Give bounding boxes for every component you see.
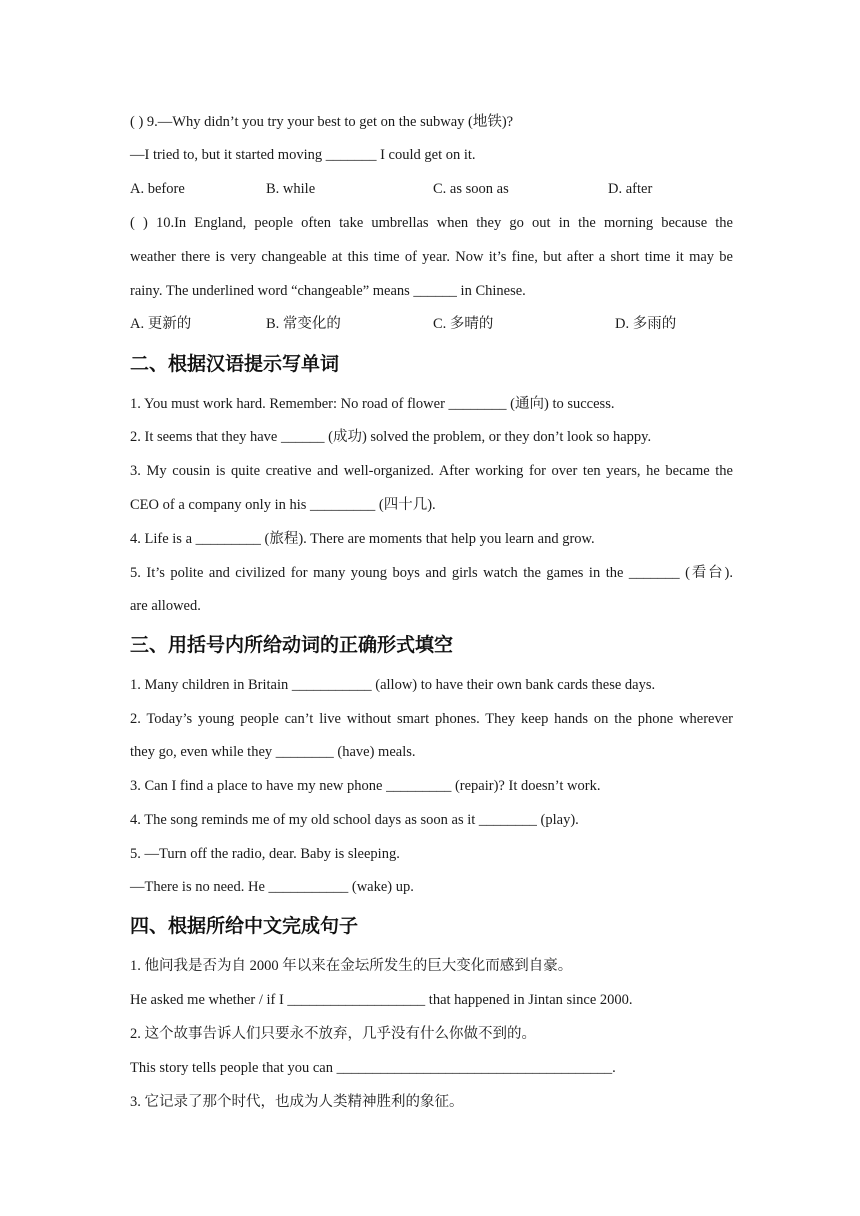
q9-option-a: A. before [130,181,185,197]
question-9-answer-line: —I tried to, but it started moving _______ I could get on it. [130,147,476,163]
s2-item-4: 4. Life is a _________ (旅程). There are moments that help you learn and grow. [130,531,595,547]
q10-option-d: D. 多雨的 [615,316,677,332]
s4-item-3-chinese: 3. 它记录了那个时代，也成为人类精神胜利的象征。 [130,1094,464,1110]
section-3-heading: 三、用括号内所给动词的正确形式填空 [130,634,454,656]
s3-item-2-line-2: they go, even while they ________ (have) meals. [130,744,416,760]
s3-item-1: 1. Many children in Britain ___________ (allow) to have their own bank cards these days. [130,677,656,693]
s2-item-5-line-1: 5. It’s polite and civilized for many young boys and girls watch the games in the _______ (看台). [130,565,733,581]
s3-item-5-line-1: 5. —Turn off the radio, dear. Baby is sleeping. [130,846,400,862]
s4-item-2-english: This story tells people that you can ______________________________________. [130,1060,616,1076]
s3-item-3: 3. Can I find a place to have my new phone _________ (repair)? It doesn’t work. [130,778,601,794]
question-9-text: ( ) 9.—Why didn’t you try your best to get on the subway (地铁)? [130,114,514,130]
s3-item-5-line-2: —There is no need. He ___________ (wake) up. [130,879,414,895]
s4-item-1-english: He asked me whether / if I ___________________ that happened in Jintan since 2000. [130,992,633,1008]
s2-item-5-line-2: are allowed. [130,598,201,614]
s2-item-3-line-2: CEO of a company only in his _________ (四十几). [130,497,436,513]
s2-item-1: 1. You must work hard. Remember: No road of flower ________ (通向) to success. [130,396,615,412]
s3-item-4: 4. The song reminds me of my old school days as soon as it ________ (play). [130,812,579,828]
s2-item-2: 2. It seems that they have ______ (成功) solved the problem, or they don’t look so happy. [130,429,652,445]
question-10-line-3: rainy. The underlined word “changeable” means ______ in Chinese. [130,283,526,299]
q10-option-a: A. 更新的 [130,316,192,332]
s2-item-3-line-1: 3. My cousin is quite creative and well-organized. After working for over ten years, he became the [130,463,733,479]
q9-option-b: B. while [266,181,316,197]
q9-option-c: C. as soon as [433,181,509,197]
s3-item-2-line-1: 2. Today’s young people can’t live without smart phones. They keep hands on the phone wherever [130,711,733,727]
section-2-heading: 二、根据汉语提示写单词 [130,353,340,375]
question-10-line-2: weather there is very changeable at this time of year. Now it’s fine, but after a short time it may be [130,249,733,265]
s4-item-2-chinese: 2. 这个故事告诉人们只要永不放弃，几乎没有什么你做不到的。 [130,1026,536,1042]
section-4-heading: 四、根据所给中文完成句子 [130,915,359,937]
q10-option-c: C. 多晴的 [433,316,494,332]
s4-item-1-chinese: 1. 他问我是否为自 2000 年以来在金坛所发生的巨大变化而感到自豪。 [130,958,573,974]
question-10-line-1: ( ) 10.In England, people often take umbrellas when they go out in the morning because the [130,215,733,231]
q9-option-d: D. after [608,181,653,197]
q10-option-b: B. 常变化的 [266,316,341,332]
